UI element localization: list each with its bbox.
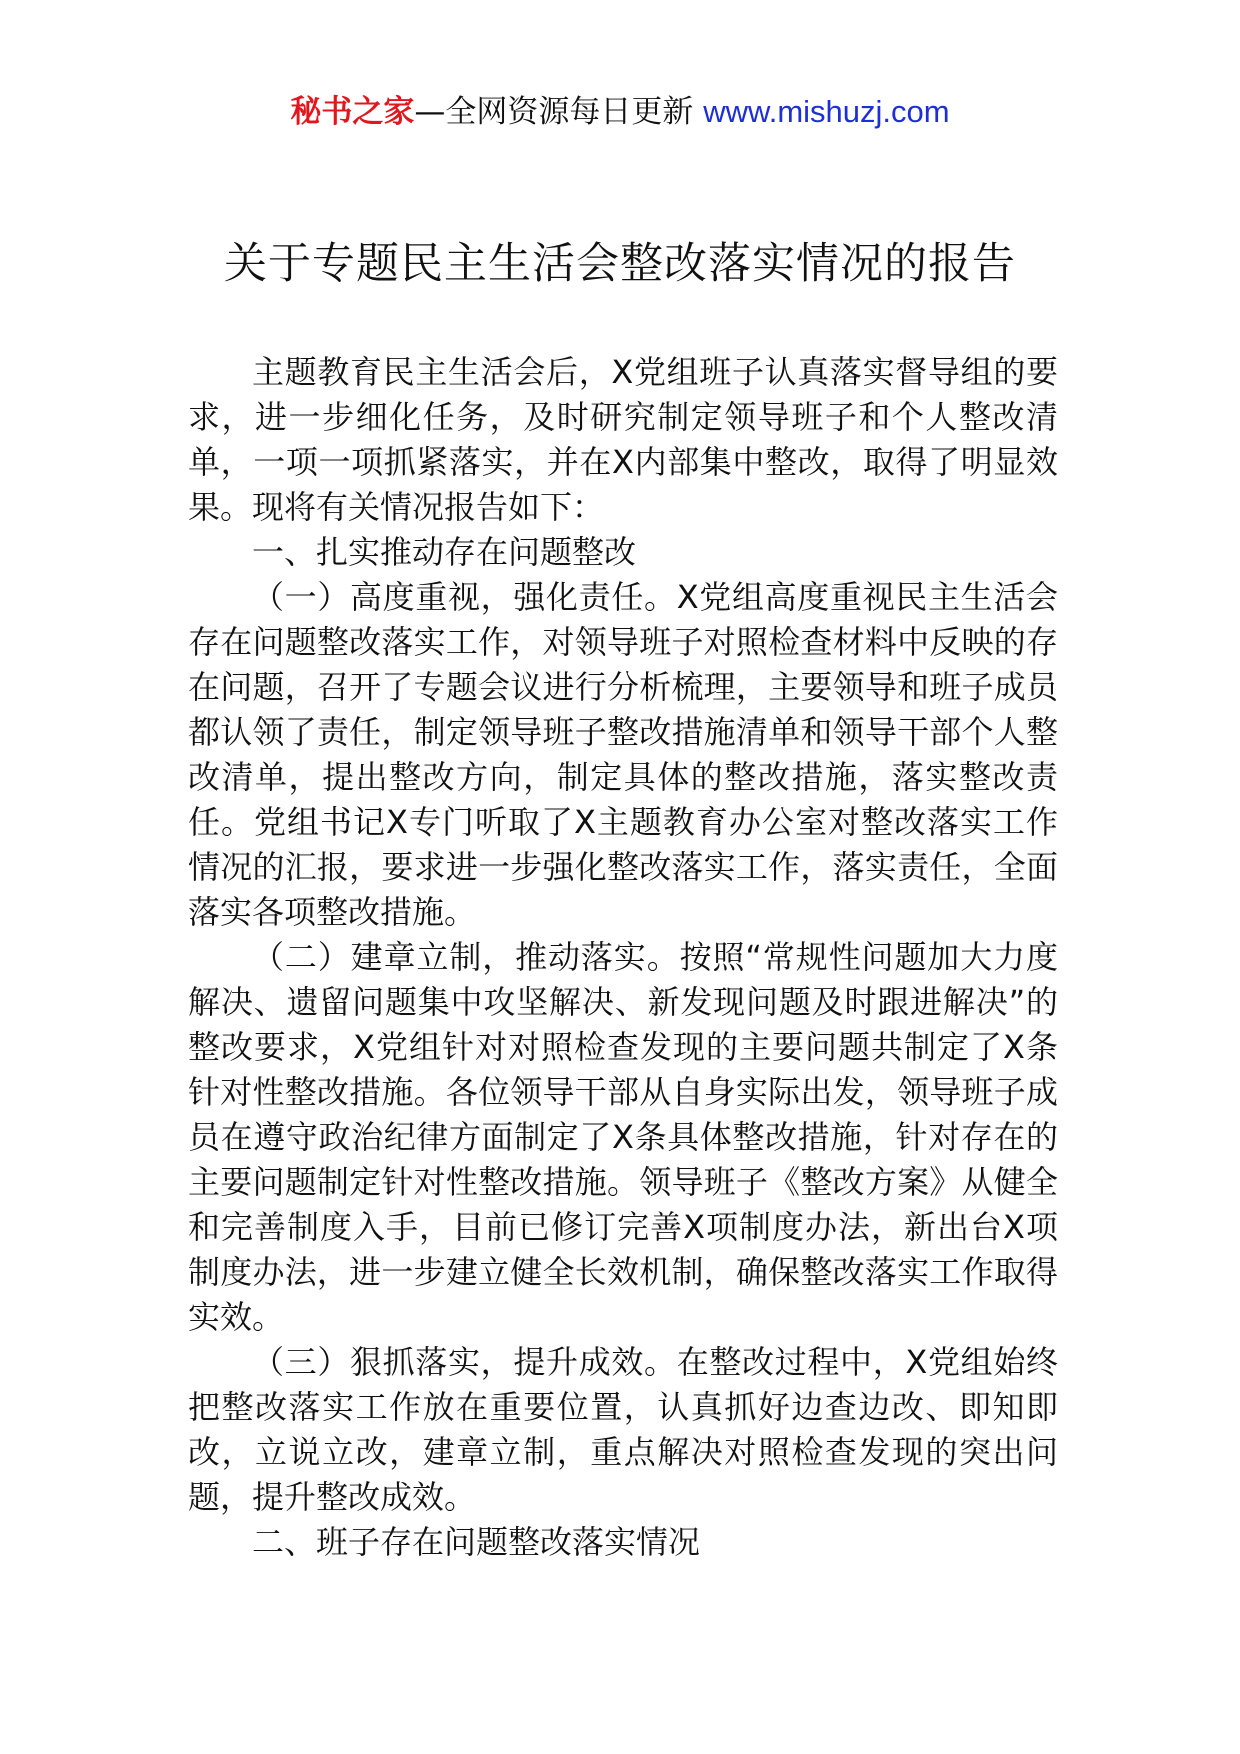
section-heading-2: 二、班子存在问题整改落实情况 bbox=[252, 1523, 701, 1561]
site-slogan: —全网资源每日更新 bbox=[414, 94, 704, 130]
paragraph-2: （二）建章立制，推动落实。按照“常规性问题加大力度解决、遗留问题集中攻坚解决、新发现问题及时跟进解决”的整改要求，X党组针对对照检查发现的主要问题共制定了X条针对性整改措施。各位领导干部从自身实际出发，领导班子成员在遵守政治纪律方面制定了X条具体整改措施，针对存在的主要问题制定针对性整改措施。领导班子《整改方案》从健全和完善制度入手，目前已修订完善X项制度办法，新出台X项制度办法，进一步建立健全长效机制，确保整改落实工作取得实效。 bbox=[188, 938, 1058, 1336]
site-header bbox=[0, 92, 1240, 132]
paragraph-3: （三）狠抓落实，提升成效。在整改过程中，X党组始终把整改落实工作放在重要位置，认真抓好边查边改、即知即改，立说立改，建章立制，重点解决对照检查发现的突出问题，提升整改成效。 bbox=[188, 1343, 1058, 1516]
document-title: 关于专题民主生活会整改落实情况的报告 bbox=[224, 239, 1016, 289]
site-url-link[interactable]: www.mishuzj.com bbox=[703, 94, 950, 129]
document-body bbox=[188, 350, 1058, 1565]
site-brand: 秘书之家 bbox=[290, 94, 415, 130]
paragraph-1: （一）高度重视，强化责任。X党组高度重视民主生活会存在问题整改落实工作，对领导班子对照检查材料中反映的存在问题，召开了专题会议进行分析梳理，主要领导和班子成员都认领了责任，制定领导班子整改措施清单和领导干部个人整改清单，提出整改方向，制定具体的整改措施，落实整改责任。党组书记X专门听取了X主题教育办公室对整改落实工作情况的汇报，要求进一步强化整改落实工作，落实责任，全面落实各项整改措施。 bbox=[188, 578, 1058, 931]
paragraph-intro: 主题教育民主生活会后，X党组班子认真落实督导组的要求，进一步细化任务，及时研究制定领导班子和个人整改清单，一项一项抓紧落实，并在X内部集中整改，取得了明显效果。现将有关情况报告如下： bbox=[188, 353, 1058, 526]
section-heading-1: 一、扎实推动存在问题整改 bbox=[252, 533, 637, 571]
